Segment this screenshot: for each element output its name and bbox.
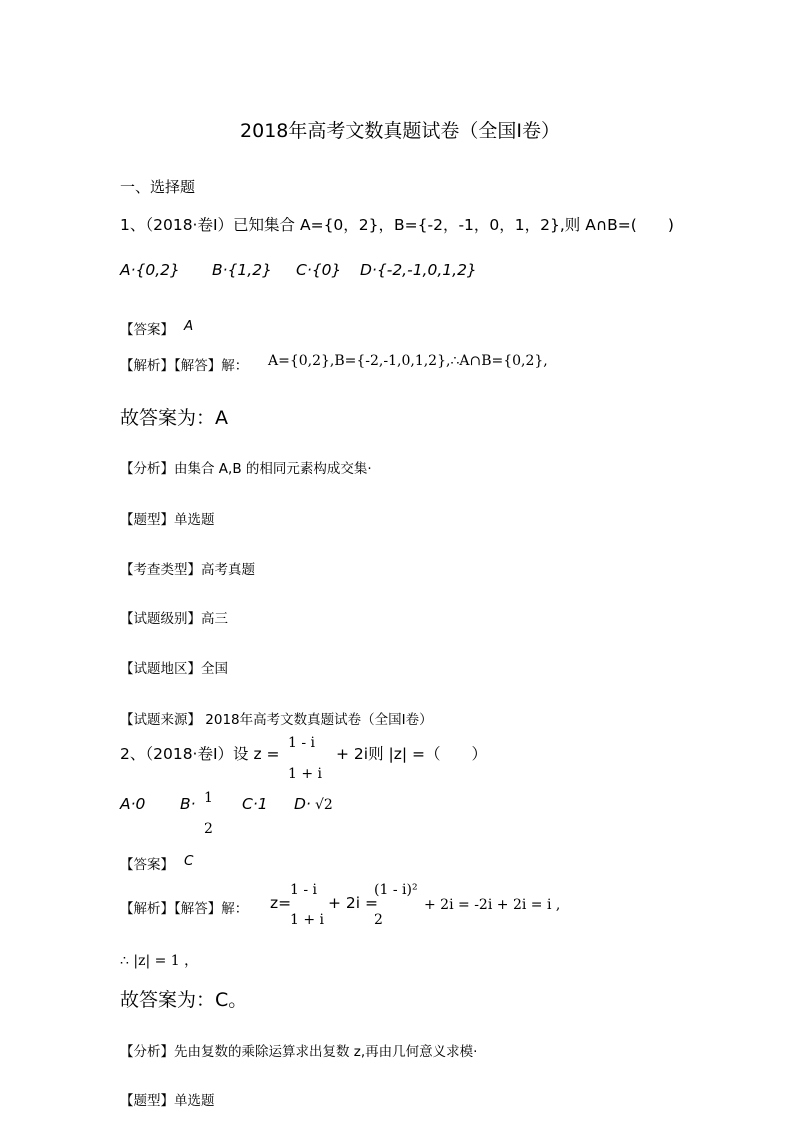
q1-fenxi: 【分析】由集合 A,B 的相同元素构成交集·: [120, 461, 372, 477]
q1-stem: 1、（2018·卷Ⅰ）已知集合 A={0，2}，B={-2，-1，0，1，2},则 A∩B=( ): [120, 216, 674, 234]
q2-answer-label: 【答案】: [120, 857, 174, 873]
q1-analysis-formula: A={0,2},B={-2,-1,0,1,2},∴A∩B={0,2},: [268, 353, 548, 369]
q2-tixing: 【题型】单选题: [120, 1093, 215, 1109]
q2-stem-prefix: 2、（2018·卷Ⅰ）设 z =: [120, 745, 280, 763]
q1-tixing: 【题型】单选题: [120, 512, 215, 528]
q1-option-b: B·{1,2}: [212, 261, 272, 279]
q2-option-b-numerator: 1: [204, 790, 213, 806]
q1-answer: A: [184, 318, 194, 334]
q2-formula-denominator-1: 1 + i: [290, 912, 325, 928]
q2-option-a: A·0: [120, 795, 146, 813]
q2-option-d: D·: [294, 795, 311, 813]
q2-option-d-radical: √2: [315, 797, 333, 813]
q2-formula-rest: + 2i = -2i + 2i = i ,: [424, 897, 561, 913]
q1-option-d: D·{-2,-1,0,1,2}: [360, 261, 477, 279]
q2-therefore: ∴ |z| = 1 ，: [120, 953, 199, 969]
q2-option-b: B·: [180, 795, 196, 813]
q1-kaocha: 【考查类型】高考真题: [120, 562, 255, 578]
q1-answer-label: 【答案】: [120, 322, 174, 338]
q2-fenxi: 【分析】先由复数的乘除运算求出复数 z,再由几何意义求模·: [120, 1044, 478, 1060]
q2-formula-numerator-1: 1 - i: [290, 882, 318, 898]
q2-formula-numerator-2: (1 - i)²: [374, 882, 418, 898]
q2-formula-z: z=: [270, 894, 292, 912]
q1-option-a: A·{0,2}: [120, 261, 180, 279]
q2-formula-plus: + 2i =: [328, 894, 378, 912]
q2-option-c: C·1: [242, 795, 268, 813]
q1-jibie: 【试题级别】高三: [120, 611, 228, 627]
q2-option-b-denominator: 2: [204, 821, 213, 837]
q1-option-c: C·{0}: [296, 261, 342, 279]
section-heading: 一、选择题: [120, 178, 196, 196]
q1-analysis-label: 【解析】【解答】解：: [120, 358, 249, 374]
q2-answer: C: [184, 853, 194, 869]
q1-diqu: 【试题地区】全国: [120, 661, 228, 677]
q2-analysis-label: 【解析】【解答】解：: [120, 901, 249, 917]
q1-laiyuan: 【试题来源】 2018年高考文数真题试卷（全国Ⅰ卷）: [120, 712, 433, 728]
q2-stem-numerator: 1 - i: [288, 735, 316, 751]
q1-conclusion: 故答案为：A: [120, 407, 228, 429]
q2-stem-suffix: + 2i则 |z| =（ ）: [336, 745, 488, 763]
q2-formula-denominator-2: 2: [374, 912, 383, 928]
q2-conclusion: 故答案为：C。: [120, 989, 248, 1011]
page-title: 2018年高考文数真题试卷（全国Ⅰ卷）: [240, 120, 560, 142]
q2-stem-denominator: 1 + i: [288, 766, 323, 782]
